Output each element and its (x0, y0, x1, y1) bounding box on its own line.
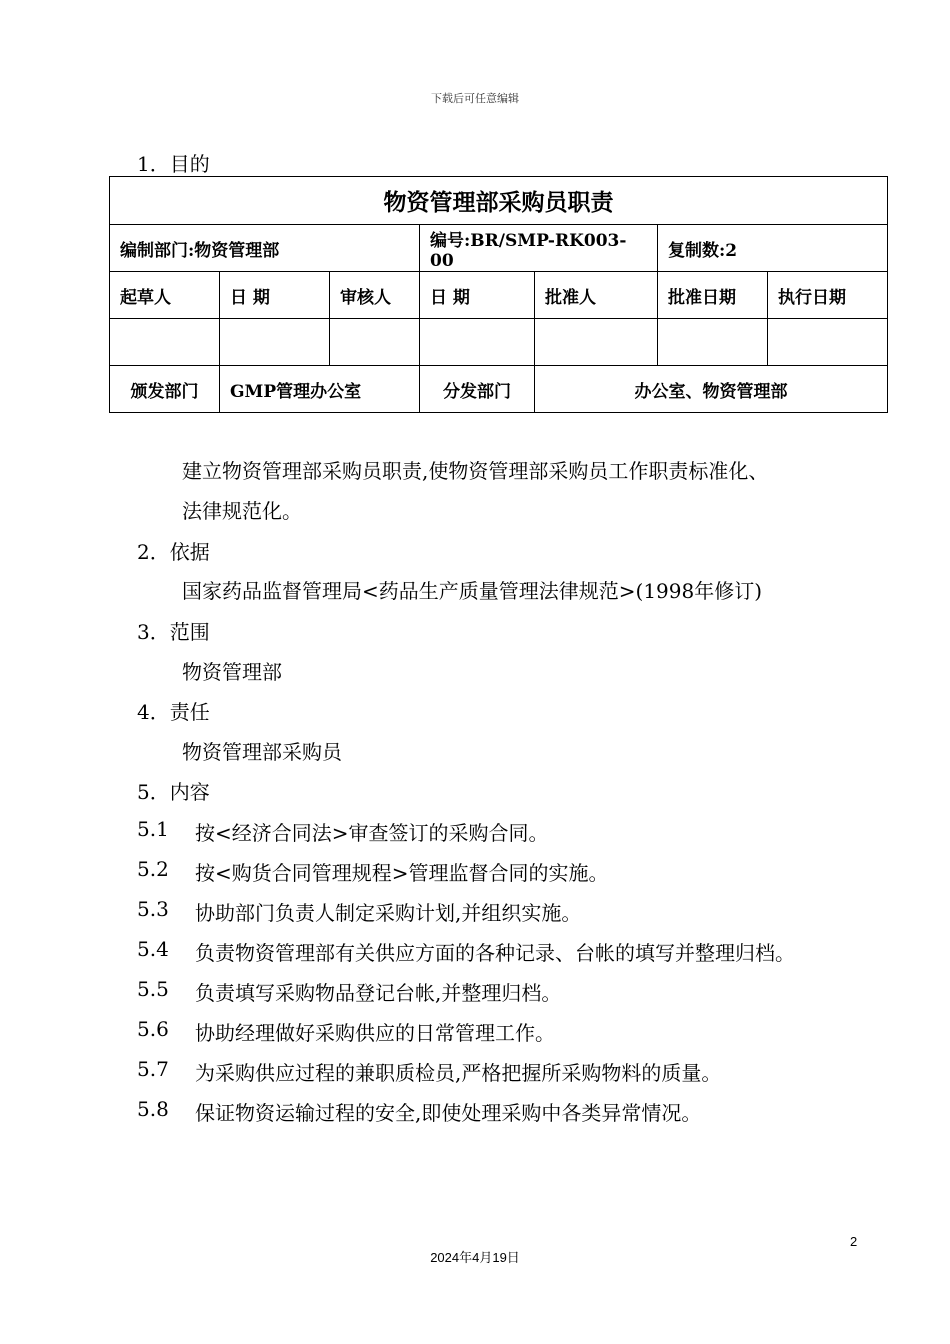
section-basis-heading: 2．依据 (137, 540, 210, 564)
basis-text: 国家药品监督管理局<药品生产质量管理法律规范>(1998年修订) (182, 579, 763, 603)
header-note: 下载后可任意编辑 (431, 92, 519, 105)
section-purpose-heading: 1．目的 (137, 152, 210, 176)
distribution-dept-label: 分发部门 (420, 366, 535, 413)
purpose-text-line1: 建立物资管理部采购员职责,使物资管理部采购员工作职责标准化、 (182, 459, 769, 483)
item-text: 负责填写采购物品登记台帐,并整理归档。 (195, 981, 562, 1005)
item-text: 负责物资管理部有关供应方面的各种记录、台帐的填写并整理归档。 (195, 941, 795, 965)
issue-dept-value: GMP管理办公室 (220, 366, 420, 413)
scope-text: 物资管理部 (182, 660, 282, 684)
distribution-dept-value: 办公室、物资管理部 (535, 366, 888, 413)
page-number: 2 (850, 1234, 858, 1249)
issue-dept-label: 颁发部门 (110, 366, 220, 413)
item-number: 5.6 (137, 1017, 169, 1041)
document-control-table (109, 176, 888, 413)
item-text: 按<购货合同管理规程>管理监督合同的实施。 (195, 861, 609, 885)
footer-date: 2024年4月19日 (430, 1250, 520, 1265)
item-number: 5.3 (137, 897, 169, 921)
item-text: 为采购供应过程的兼职质检员,严格把握所采购物料的质量。 (195, 1061, 722, 1085)
item-number: 5.8 (137, 1097, 169, 1121)
header-approval-date: 批准日期 (658, 272, 768, 319)
dept-label: 编制部门:物资管理部 (110, 225, 420, 272)
item-text: 协助部门负责人制定采购计划,并组织实施。 (195, 901, 582, 925)
empty-cell (330, 319, 420, 366)
empty-cell (535, 319, 658, 366)
table-title: 物资管理部采购员职责 (110, 177, 888, 225)
item-number: 5.5 (137, 977, 169, 1001)
header-approver: 批准人 (535, 272, 658, 319)
empty-cell (768, 319, 888, 366)
item-number: 5.4 (137, 937, 169, 961)
empty-cell (220, 319, 330, 366)
header-effective-date: 执行日期 (768, 272, 888, 319)
item-number: 5.2 (137, 857, 169, 881)
item-text: 保证物资运输过程的安全,即使处理采购中各类异常情况。 (195, 1101, 702, 1125)
item-number: 5.7 (137, 1057, 169, 1081)
empty-cell (110, 319, 220, 366)
code-label: 编号:BR/SMP-RK003-00 (420, 225, 658, 272)
copies-label: 复制数:2 (658, 225, 888, 272)
header-date: 日 期 (420, 272, 535, 319)
section-content-heading: 5．内容 (137, 780, 210, 804)
item-text: 协助经理做好采购供应的日常管理工作。 (195, 1021, 555, 1045)
section-responsibility-heading: 4．责任 (137, 700, 210, 724)
header-drafter: 起草人 (110, 272, 220, 319)
section-scope-heading: 3．范围 (137, 620, 210, 644)
empty-cell (658, 319, 768, 366)
header-reviewer: 审核人 (330, 272, 420, 319)
empty-cell (420, 319, 535, 366)
responsibility-text: 物资管理部采购员 (182, 740, 342, 764)
item-number: 5.1 (137, 817, 169, 841)
purpose-text-line2: 法律规范化。 (182, 499, 302, 523)
header-date: 日 期 (220, 272, 330, 319)
item-text: 按<经济合同法>审查签订的采购合同。 (195, 821, 549, 845)
